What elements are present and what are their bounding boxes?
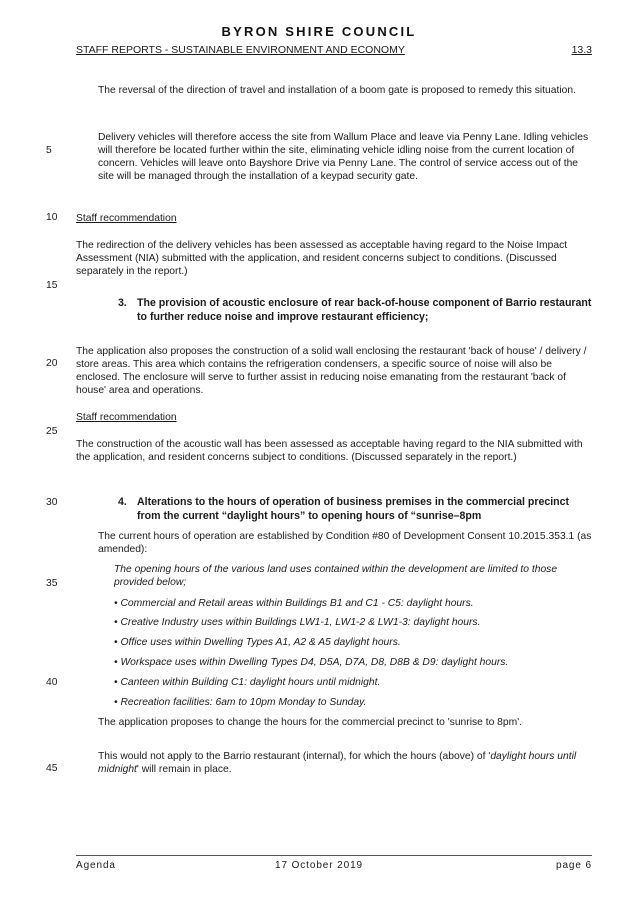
list-item: • Creative Industry uses within Buildings LW1-1, LW1-2 & LW1-3: daylight hours. [114,617,481,628]
heading-number: 3. [118,297,127,309]
line-number: 10 [46,212,58,223]
line-number: 15 [46,280,58,291]
paragraph-proposed-hours: The application proposes to change the hours for the commercial precinct to 'sunrise to 8pm'. [98,717,523,728]
paragraph-delivery-vehicles: Delivery vehicles will therefore access the site from Wallum Place and leave via Penny Lane. Idling vehicles will therefore be located further within the site, eliminating vehicle idling noise from the current location of concern. Vehicles will leave onto Bayshore Drive via Penny Lane. The control of service access out of the site will be managed through the installation of a keypad security gate. [98,132,589,182]
list-item: • Office uses within Dwelling Types A1, A2 & A5 daylight hours. [114,637,401,648]
barrio-text-start: This would not apply to the Barrio restaurant (internal), for which the hours (above) of ' [98,751,491,762]
quote-opening-hours: The opening hours of the various land uses contained within the development are limited to those provided below; [114,564,558,588]
paragraph-boom-gate: The reversal of the direction of travel and installation of a boom gate is proposed to remedy this situation. [98,85,576,96]
line-number: 30 [46,497,58,508]
heading-hours-of-operation: Alterations to the hours of operation of business premises in the commercial precinct from the current “daylight hours” to opening hours of “sunrise–8pm [137,496,570,522]
list-item: • Recreation facilities: 6am to 10pm Monday to Sunday. [114,697,367,708]
footer-left: Agenda [76,860,116,871]
line-number: 40 [46,677,58,688]
line-number: 45 [46,763,58,774]
list-item: • Workspace uses within Dwelling Types D4, D5A, D7A, D8, D8B & D9: daylight hours. [114,657,509,668]
paragraph-barrio-exception [98,750,592,776]
line-number: 20 [46,358,58,369]
footer-rule [76,855,592,856]
footer-date: 17 October 2019 [275,860,363,871]
line-number: 5 [46,145,52,156]
barrio-text-end: ' will remain in place. [136,764,232,775]
line-number: 25 [46,426,58,437]
list-item: • Commercial and Retail areas within Buildings B1 and C1 - C5: daylight hours. [114,598,474,609]
paragraph-acoustic-wall: The construction of the acoustic wall has been assessed as acceptable having regard to the NIA submitted with the application, and resident concerns subject to conditions. (Discussed separately in the report.) [76,439,583,463]
list-item: • Canteen within Building C1: daylight hours until midnight. [114,677,381,688]
heading-acoustic-enclosure: The provision of acoustic enclosure of rear back-of-house component of Barrio restaurant to further reduce noise and improve restaurant efficiency; [137,297,592,323]
line-number: 35 [46,578,58,589]
section-number: 13.3 [571,44,592,56]
paragraph-solid-wall: The application also proposes the construction of a solid wall enclosing the restaurant 'back of house' / delivery / store areas. This area which contains the refrigeration condensers, a specific source of noise will also be enclosed. The enclosure will serve to further assist in reducing noise emanating from the restaurant 'back of house' area and operations. [76,346,587,396]
paragraph-redirection: The redirection of the delivery vehicles has been assessed as acceptable having regard to the Noise Impact Assessment (NIA) submitted with the application, and resident concerns subject to conditions. (Discussed separately in the report.) [76,240,568,277]
heading-number: 4. [118,496,127,508]
department-title: STAFF REPORTS - SUSTAINABLE ENVIRONMENT AND ECONOMY [76,44,405,56]
paragraph-current-hours: The current hours of operation are established by Condition #80 of Development Consent 10.2015.353.1 (as amended): [98,531,592,555]
staff-recommendation-heading: Staff recommendation [76,213,177,224]
footer-page: page 6 [556,860,592,871]
barrio-emphasis: daylight hours until midnight [98,751,577,775]
staff-recommendation-heading: Staff recommendation [76,412,177,423]
council-title: BYRON SHIRE COUNCIL [221,24,417,39]
